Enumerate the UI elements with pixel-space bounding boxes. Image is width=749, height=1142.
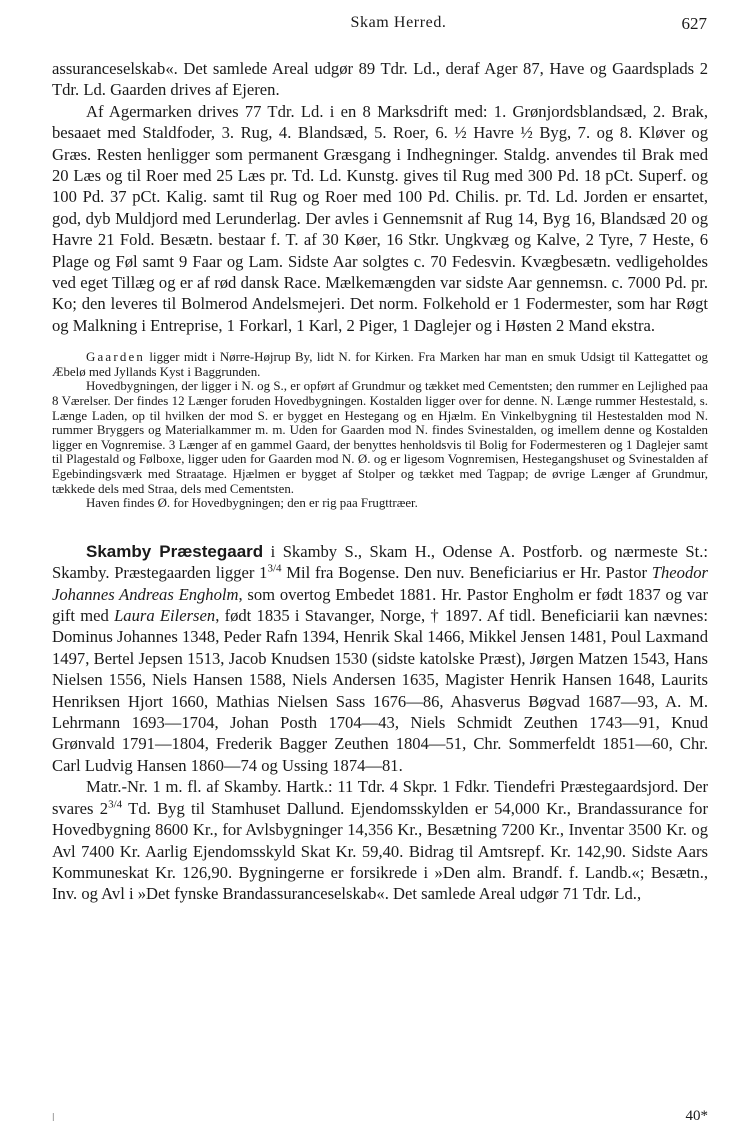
running-title: Skam Herred. bbox=[350, 14, 447, 31]
gaarden-lead: Gaarden bbox=[86, 350, 146, 365]
page-header bbox=[90, 10, 707, 40]
location-text: ligger midt i Nørre-Højrup By, lidt N. for Kirken. Fra Marken har man en smuk Udsigt til Kattegattet og Æbelø med Jyllands Kyst i Baggrunden. bbox=[52, 350, 708, 379]
entry-text-d: , født 1835 i Stavanger, Norge, † 1897. Af tidl. Beneficiarii kan nævnes: Dominus Johannes 1348, Peder Rafn 1394, Henrik Skal 1466, Mikkel Jensen 1481, Poul Laxmand 1497, Bertel Jepsen 1513, Jacob Knudsen 1530 (sidste katolske Præst), Jørgen Matzen 1543, Hans Nielsen 1556, Niels Hansen 1588, Niels Andersen 1635, Magister Henrik Hansen 1648, Laurits Henriksen Hjort 1660, Mathias Nielsen Sass 1676—86, Ahasverus Bøgvad 1687—93, A. M. Lehrmann 1693—1704, Johan Posth 1704—43, Niels Schmidt Zeuthen 1743—91, Knud Grønvald 1791—1804, Frederik Bagger Zeuthen 1804—51, Chr. Sommerfeldt 1851—60, Chr. Carl Ludvig Hansen 1860—74 og Ussing 1874—81. bbox=[52, 606, 708, 775]
page-body bbox=[52, 58, 708, 905]
margin-mark-icon: ǀ bbox=[52, 1110, 55, 1124]
matr-text-b: Td. Byg til Stamhuset Dallund. Ejendomsskylden er 54,000 Kr., Brandassurance for Hovedbygning 8600 Kr., for Avlsbygninger 14,356 Kr., Besætning 7200 Kr., Inventar 3500 Kr. og Avl 7400 Kr. Aarlig Ejendomsskyld Skat Kr. 59,40. Bidrag til Amtsrepf. Kr. 142,90. Sidste Aars Kommuneskat Kr. 126,90. Bygningerne er forsikrede i »Den alm. Brandf. f. Landb.«; Besætn., Inv. og Avl i »Det fynske Brandassuranceselskab«. Det samlede Areal udgør 71 Tdr. Ld., bbox=[52, 798, 708, 904]
paragraph-buildings: Hovedbygningen, der ligger i N. og S., er opført af Grundmur og tækket med Cementsten; den rummer en Lejlighed paa 8 Værelser. Der findes 12 Længer foruden Hovedbygningen. Kostalden ligger over for denne. N. Længe rummer Hestestald, s. Længe Laden, op til hvilken der mod S. er bygget en Hestegang og en Hjælm. En Vinkelbygning til Hestestalden mod N. rummer Bryggers og Materialkammer m. m. Uden for Gaarden mod N. findes Svinestalden, og imellem denne og Kostalden ligger en Vognremise. 3 Længer af en gammel Gaard, der benyttes henholdsvis til Bolig for Fodermesteren og 1 Daglejer samt til Plagestald og Følboxe, ligger uden for Gaarden mod N. Ø. og er ligesom Vognremisen, Hestegangshuset og Svinestalden af Egebindingsværk med Straatage. Hjælmen er bygget af Stolper og tækket med Tagpap; de øvrige Længer af Grundmur, tækkede dels med Straa, dels med Cementsten. bbox=[52, 379, 708, 496]
entry-text-a: i Skamby S., Skam H., Odense A. Postforb. og nærmeste St.: Skamby. Præstegaarden ligger 1 bbox=[52, 541, 708, 583]
pastor-name: Theodor Johannes Andreas Engholm bbox=[52, 563, 708, 604]
page-number: 627 bbox=[681, 14, 707, 33]
paragraph-entry-intro bbox=[52, 541, 708, 776]
entry-text-c: , som overtog Embedet 1881. Hr. Pastor Engholm er født 1837 og var gift med bbox=[52, 584, 708, 626]
signature-mark: 40* bbox=[685, 1108, 708, 1124]
fraction-mil: 3/4 bbox=[267, 562, 282, 575]
wife-name: Laura Eilersen bbox=[114, 606, 216, 626]
paragraph-location bbox=[52, 350, 708, 379]
entry-skamby bbox=[52, 541, 708, 905]
paragraph-area: assuranceselskab«. Det samlede Areal udgør 89 Tdr. Ld., deraf Ager 87, Have og Gaardsplads 2 Tdr. Ld. Gaarden drives af Ejeren. bbox=[52, 59, 708, 100]
paragraph-matrikel bbox=[52, 776, 708, 904]
entry-text-b: Mil fra Bogense. Den nuv. Beneficiarius er Hr. Pastor bbox=[281, 563, 652, 583]
paragraph-agriculture: Af Agermarken drives 77 Tdr. Ld. i en 8 Marksdrift med: 1. Grønjordsblandsæd, 2. Brak, besaaet med Staldfoder, 3. Rug, 4. Blandsæd, 5. Roer, 6. ½ Havre ½ Byg, 7. og 8. Kløver og Græs. Resten henligger som permanent Græsgang i Indhegninger. Staldg. anvendes til Brak med 20 Læs og til Roer med 25 Læs pr. Td. Ld. Kunstg. gives til Rug med 300 Pd. 18 pCt. Superf. og 100 Pd. 37 pCt. Kalig. samt til Rug og Roer med 100 Pd. Chilis. pr. Td. Ld. Jorden er ensartet, god, dyb Muldjord med Lerunderlag. Der avles i Gennemsnit af Rug 14, Byg 16, Blandsæd 20 og Havre 21 Fold. Besætn. bestaar f. T. af 30 Køer, 16 Stkr. Ungkvæg og Kalve, 2 Tyre, 7 Heste, 6 Plage og Føl samt 9 Faar og Lam. Sidste Aar solgtes c. 70 Fedesvin. Kvægbesætn. vedligeholdes ved eget Tillæg og er af rød dansk Race. Mælkemængden var sidste Aar gennemsn. c. 7000 Pd. pr. Ko; den leveres til Bolmerod Andelsmejeri. Det norm. Folkehold er 1 Fodermester, som har Røgt og Malkning i Entreprise, 1 Forkarl, 1 Karl, 2 Piger, 1 Daglejer og i Høsten 2 Mand ekstra. bbox=[52, 101, 708, 335]
description-block bbox=[52, 350, 708, 511]
page-footer bbox=[52, 1108, 708, 1130]
fraction-byg: 3/4 bbox=[108, 798, 123, 811]
paragraph-garden: Haven findes Ø. for Hovedbygningen; den er rig paa Frugttræer. bbox=[86, 496, 418, 511]
matr-text-a: Matr.-Nr. 1 m. fl. af Skamby. Hartk.: 11 Tdr. 4 Skpr. 1 Fdkr. Tiendefri Præstegaardsjord. Der svares 2 bbox=[52, 777, 708, 818]
entry-title: Skamby Præstegaard bbox=[86, 541, 264, 561]
